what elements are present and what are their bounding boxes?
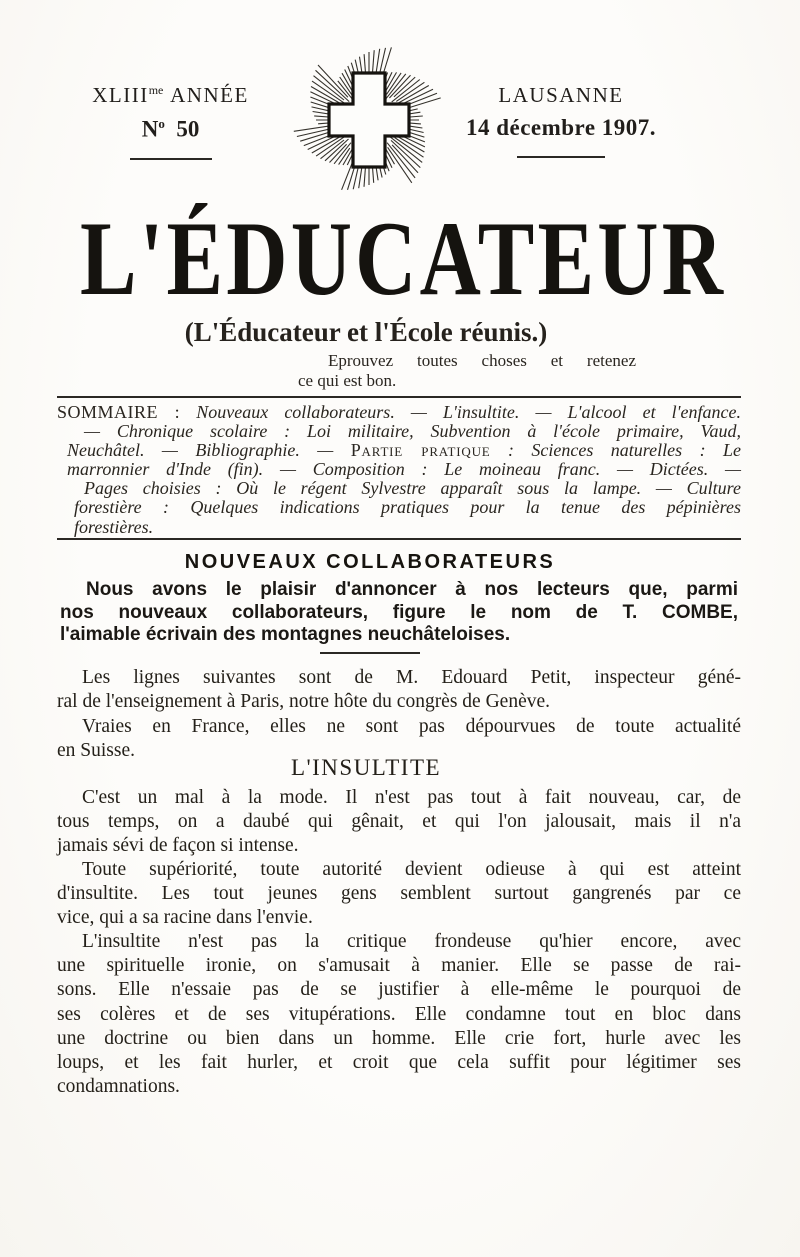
journal-subtitle-row — [0, 317, 732, 348]
sommaire-line: Pages choisies : Où le régent Sylvestre apparaît sous la lampe. — Culture — [84, 478, 741, 499]
article-line: une doctrine ou bien dans un homme. Elle crie fort, hurle avec les — [57, 1027, 741, 1049]
sommaire-line: SOMMAIRE : Nouveaux collaborateurs. — L'insultite. — L'alcool et l'enfance. — [57, 402, 741, 422]
article-line: Toute supériorité, toute autorité devient odieuse à qui est atteint — [82, 859, 741, 880]
section-divider-short-rule — [320, 652, 420, 654]
edition-left-block — [88, 83, 253, 160]
article-line: vice, qui a sa racine dans l'envie. — [57, 907, 313, 929]
motto-line: Eprouvez toutes choses et retenez — [328, 351, 636, 370]
sommaire-line: forestière : Quelques indications pratiques pour la tenue des pépinières — [74, 497, 741, 518]
sommaire-line: — Chronique scolaire : Loi militaire, Subvention à l'école primaire, Vaud, — [84, 421, 741, 442]
article-heading: L'INSULTITE — [290, 755, 442, 780]
issue-date: 14 décembre 1907. — [465, 115, 657, 140]
article-line: L'insultite n'est pas la critique frondeuse qu'hier encore, avec — [82, 931, 741, 952]
announcement-line: Nous avons le plaisir d'annoncer à nos lecteurs que, parmi — [86, 579, 738, 600]
issue-superscript: o — [158, 116, 165, 131]
partie-pratique-smallcaps: Partie pratique — [350, 440, 491, 461]
masthead — [0, 200, 800, 319]
edition-right-block — [448, 83, 674, 158]
article-line: ral de l'enseignement à Paris, notre hôte du congrès de Genève. — [57, 691, 551, 713]
article-line: ses colères et de ses vitupérations. Elle condamne tout en bloc dans — [57, 1003, 741, 1025]
article-line: loups, et les fait hurler, et croit que cela suffit pour légitimer ses — [57, 1052, 741, 1074]
article-line: tous temps, on a daubé qui gênait, et qui l'on jalousait, mais il n'a — [57, 811, 741, 833]
announcement-line: l'aimable écrivain des montagnes neuchâteloises. — [60, 624, 511, 646]
sommaire-line: Neuchâtel. — Bibliographie. — Partie pratique : Sciences naturelles : Le — [67, 440, 742, 461]
article-line: sons. Elle n'essaie pas de se justifier à elle-même le pourquoi de — [57, 979, 741, 1001]
motto-line: ce qui est bon. — [298, 371, 397, 390]
article-line: jamais sévi de façon si intense. — [57, 835, 299, 857]
article-paragraph — [57, 666, 741, 714]
left-header-rule — [130, 158, 212, 160]
article-heading-row — [0, 755, 732, 781]
sommaire-divider-rule — [57, 538, 741, 540]
issue-number: $N^o$ 50 — [141, 116, 200, 142]
masthead-divider-rule — [57, 396, 741, 398]
sommaire — [57, 403, 741, 537]
journal-subtitle: (L'Éducateur et l'École réunis.) — [184, 317, 548, 347]
year-label: $XLIII^{me}$ ANNÉE — [92, 83, 249, 107]
city-label: LAUSANNE — [498, 83, 624, 107]
year-superscript: me — [148, 83, 164, 97]
article-line: condamnations. — [57, 1076, 180, 1098]
swiss-cross-shape — [329, 73, 409, 167]
announcement-paragraph — [60, 579, 738, 647]
article-line: Les lignes suivantes sont de M. Edouard Petit, inspecteur géné- — [82, 667, 741, 688]
article-line: une spirituelle ironie, on s'amusait à manier. Elle se passe de rai- — [57, 955, 741, 977]
right-header-rule — [517, 156, 605, 158]
journal-title: L'ÉDUCATEUR — [80, 200, 727, 317]
announcement-line: nos nouveaux collaborateurs, figure le nom de T. COMBE, — [60, 601, 738, 623]
article-line: en Suisse. — [57, 740, 135, 762]
article-paragraph — [57, 930, 741, 1099]
announcement-heading-row — [0, 551, 740, 574]
swiss-cross-sunburst-icon — [278, 46, 460, 209]
article-line: Vraies en France, elles ne sont pas dépourvues de toute actualité — [82, 716, 741, 737]
article-paragraph — [57, 858, 741, 931]
sommaire-line: forestières. — [74, 516, 154, 537]
article-line: d'insultite. Les tout jeunes gens semblent surtout gangrenés par ce — [57, 883, 741, 905]
motto — [298, 351, 636, 391]
article-line: C'est un mal à la mode. Il n'est pas tout à fait nouveau, car, de — [82, 787, 741, 808]
article-paragraph — [57, 786, 741, 859]
sommaire-label: SOMMAIRE : — [57, 402, 181, 422]
announcement-heading: NOUVEAUX COLLABORATEURS — [184, 551, 556, 573]
sommaire-line: marronnier d'Inde (fin). — Composition : Le moineau franc. — Dictées. — — [67, 459, 741, 480]
